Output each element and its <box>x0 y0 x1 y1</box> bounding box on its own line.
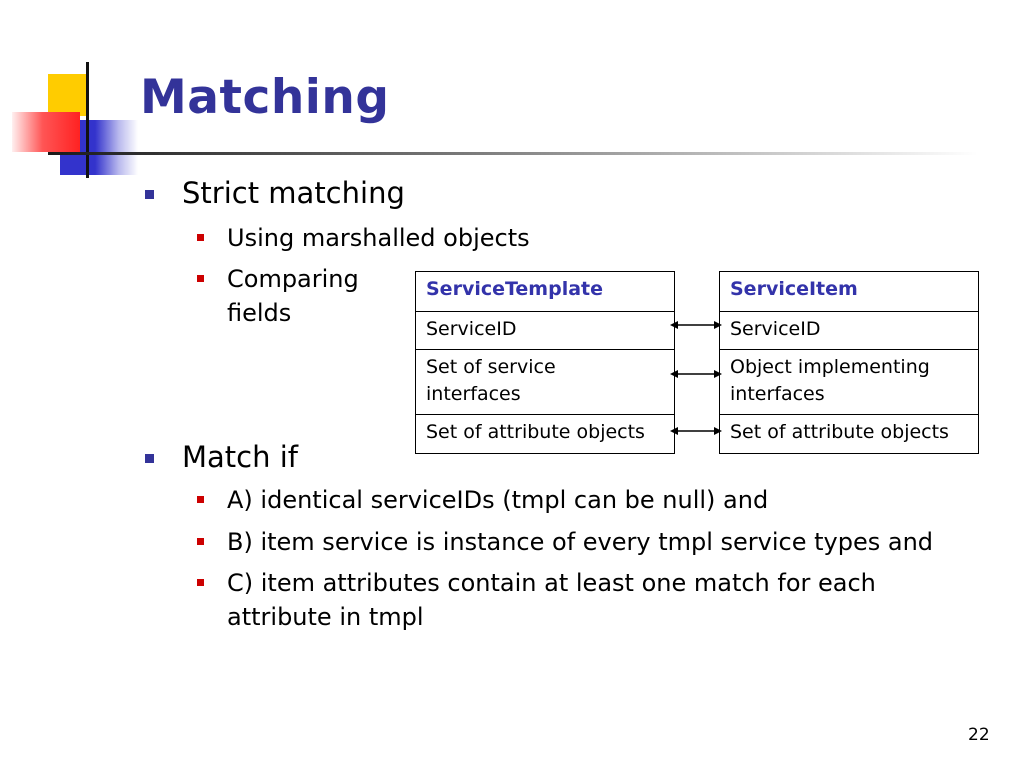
logo-yellow-square <box>48 74 88 116</box>
service-template-serviceid: ServiceID <box>416 311 674 349</box>
bullet-comparing-line1: Comparing <box>227 265 359 293</box>
bullet-strict-matching: Strict matching <box>182 176 405 210</box>
service-item-attributes: Set of attribute objects <box>720 414 978 453</box>
service-template-interfaces-line1: Set of service <box>426 356 556 378</box>
slide-logo <box>0 0 160 190</box>
service-item-interfaces-line1: Object implementing <box>730 356 930 378</box>
bullet-match-c-line2: attribute in tmpl <box>227 603 424 631</box>
arrow-attributes <box>670 427 722 435</box>
service-item-header: ServiceItem <box>730 278 858 300</box>
arrow-interfaces <box>670 370 722 378</box>
bullet-match-c-line1: C) item attributes contain at least one match for each <box>227 569 876 597</box>
bullet-match-b: B) item service is instance of every tmpl service types and <box>227 525 933 559</box>
service-template-header: ServiceTemplate <box>426 278 604 300</box>
title-divider <box>48 152 978 155</box>
page-number: 22 <box>968 725 990 745</box>
bullet-comparing-line2: fields <box>227 299 292 327</box>
service-template-interfaces <box>416 349 674 414</box>
service-template-attributes: Set of attribute objects <box>416 414 674 453</box>
bullet-comparing-fields <box>227 262 359 330</box>
arrow-serviceid <box>670 321 722 329</box>
service-item-table <box>719 271 979 454</box>
page-title: Matching <box>140 70 390 125</box>
bullet-using-marshalled-objects: Using marshalled objects <box>227 221 530 255</box>
bullet-match-if: Match if <box>182 440 298 474</box>
service-item-interfaces-line2: interfaces <box>730 383 825 405</box>
matching-arrows <box>670 310 722 440</box>
service-template-interfaces-line2: interfaces <box>426 383 521 405</box>
bullet-match-c <box>227 566 876 634</box>
service-item-interfaces <box>720 349 978 414</box>
bullet-match-a: A) identical serviceIDs (tmpl can be null) and <box>227 483 768 517</box>
service-template-table <box>415 271 675 454</box>
service-item-serviceid: ServiceID <box>720 311 978 349</box>
logo-red-square <box>12 112 80 152</box>
logo-vertical-line <box>86 62 89 178</box>
